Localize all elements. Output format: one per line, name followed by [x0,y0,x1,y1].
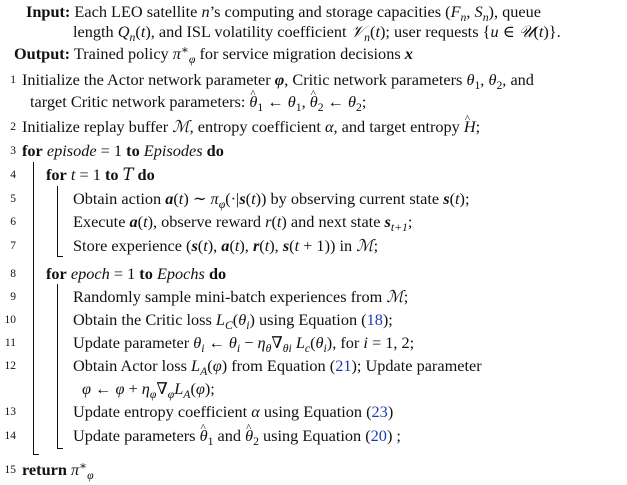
input-label: Input: [26,2,71,21]
eq-ref-18[interactable]: 18 [366,310,383,329]
eq-ref-23[interactable]: 23 [371,402,388,421]
episode-loop-bar [33,162,34,454]
line-number: 11 [4,337,16,349]
epoch-loop-end [57,448,63,449]
line-number: 15 [4,464,16,476]
episode-loop-end [33,454,39,455]
line-number: 10 [4,314,16,326]
line-number: 7 [10,240,16,252]
line-number: 14 [4,430,16,442]
line-number: 13 [4,406,16,418]
line-number: 12 [4,360,16,372]
line-number: 3 [10,145,16,157]
line-number: 6 [10,216,16,228]
t-loop-bar [57,186,58,256]
line-number: 4 [10,169,16,181]
epoch-loop-bar [57,284,58,448]
eq-ref-21[interactable]: 21 [335,356,352,375]
line-number: 8 [10,268,16,280]
eq-ref-20[interactable]: 20 [370,426,387,445]
algorithm-block: Input: Each LEO satellite n’s computing and storage capacities ($F_n$, $S_n$), queue length $Q_n(t)$, and ISL volatility coefficient 𝒱$_n$(t); user requests {u ∈ 𝒰(t)}. Output: Trained policy $\pi^∗_\varphi$ for service migration decisions x 1 Initialize the Actor network parameter φ, Critic network parameters $\theta_1$, $\theta_2$, and target Critic network parameters: ^ $\theta_1$ ← $\theta_1$, ^ $\theta_2$ ← $\theta_2$; 2 Initialize replay buffer ℳ, entropy coefficient α, and target entropy ^ H; 3 for episode = 1 to Episodes do 4 for t = 1 to T do 5 Obtain action a(t) ∼ $\pi_\varphi(\cdot|s(t))$ by observing current state s(t); 6 Execute a(t), observe reward r(t) and next state $s_{t+1}$; 7 Store experience (s(t), a(t), r(t), s(t + 1)) in ℳ; 8 for epoch = 1 to Epochs do 9 Randomly sample mini-batch experiences from ℳ; 10 Obtain the Critic loss $L_C(\theta_i)$ using Equation (18); 11 Update parameter $\theta_i$ ← $\theta_i - \eta_\theta\nabla_{\theta i}$ $L_c(\theta_i)$, for i = 1, 2; 12 Obtain Actor loss $L_A(\varphi)$ from Equation (21); Update parameter φ ← $\varphi + \eta_\varphi\nabla_\varphi L_A(\varphi)$; 13 Update entropy coefficient α using Equation (23) 14 Update parameters ^ $\theta_1$ and ^ $\theta_2$ using Equation (20) ; 15 return $\pi^∗_\varphi$ [0,0,627,485]
line-number: 2 [10,121,16,133]
line-number: 5 [10,193,16,205]
output-label: Output: [14,44,71,63]
t-loop-end [57,256,63,257]
line-number: 1 [10,74,16,86]
line-number: 9 [10,291,16,303]
